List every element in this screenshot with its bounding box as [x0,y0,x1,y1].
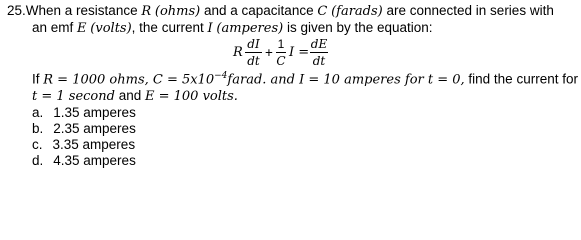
question-line-2 [32,21,433,35]
choice-c[interactable] [32,138,135,152]
eq-fraction-bar-2 [276,52,286,53]
unit-farads: (farads) [331,4,383,19]
question-line-1 [7,4,554,18]
eq-one: 1 [277,37,285,51]
cond-time: t = 1 second [32,89,115,104]
conditions-line-2 [32,89,238,103]
cond-values-1: R = 1000 ohms, C = 5x10 [43,72,215,88]
line2-text-2: , the current [131,20,208,35]
eq-dt-2: dt [312,54,326,68]
eq-c: C [276,54,286,68]
eq-dt: dt [247,54,260,68]
choice-text: 2.35 amperes [53,121,136,136]
cond-find: find the current for [464,71,578,87]
unit-volts: (volts) [90,21,132,36]
choice-letter: b. [32,121,44,136]
conditions-line-1 [32,72,578,87]
cond-emf: E = 100 volts. [144,89,238,104]
choice-letter: a. [32,105,44,120]
line2-text-1: an emf [32,20,78,35]
eq-i-equals: I = [289,45,310,60]
choice-text: 4.35 amperes [53,153,136,168]
choice-letter: d. [32,153,44,168]
cond-and: and [114,88,145,103]
cond-exponent: −4 [214,71,228,81]
var-e: E [77,21,87,36]
cond-values-2: farad. and I = 10 amperes for t = 0, [227,72,465,88]
choice-text: 3.35 amperes [52,137,136,152]
choice-text: 1.35 amperes [53,105,136,120]
choice-letter: c. [32,137,43,152]
line2-text-3: is given by the equation: [283,20,433,35]
choice-a[interactable] [32,106,136,120]
unit-ohms: (ohms) [154,4,201,19]
eq-di: dI [247,37,260,51]
eq-fraction-bar-1 [245,52,262,53]
eq-fraction-bar-3 [310,52,328,53]
choice-b[interactable] [32,122,136,136]
var-r: R [141,4,152,19]
line1-text-2: and a capacitance [200,3,318,18]
eq-plus: + [265,45,273,60]
var-c: C [317,4,328,19]
choice-d[interactable] [32,154,136,168]
line1-text-1: When a resistance [25,3,142,18]
eq-de: dE [310,37,328,51]
unit-amperes: (amperes) [216,21,284,36]
var-i: I [207,21,213,36]
eq-r: R [233,45,243,60]
line1-text-3: are connected in series with [382,3,554,18]
question-number: 25. [7,3,26,18]
cond-if: If [32,71,44,87]
